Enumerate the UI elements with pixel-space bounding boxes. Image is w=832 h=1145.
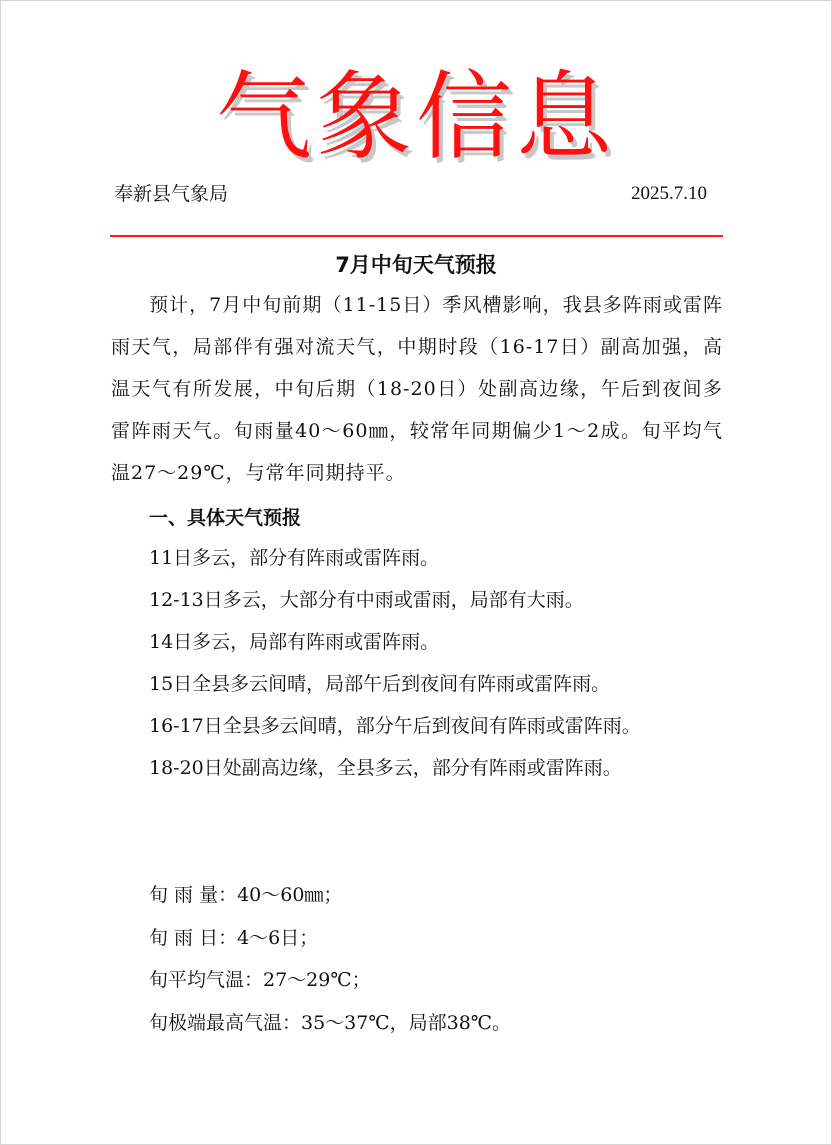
max-temperature-summary: 旬极端最高气温：35～37℃，局部38℃。 — [149, 1011, 512, 1034]
forecast-summary-paragraph: 预计，7月中旬前期（11-15日）季风槽影响，我县多阵雨或雷阵雨天气，局部伴有强对流天气，中期时段（16-17日）副高加强，高温天气有所发展，中旬后期（18-20日）处副高边缘，午后到夜间多雷阵雨天气。旬雨量40～60㎜，较常年同期偏少1～2成。旬平均气温27～29℃，与常年同期持平。 — [111, 294, 723, 484]
document-title: 7月中旬天气预报 — [335, 253, 497, 277]
issue-date: 2025.7.10 — [631, 183, 707, 204]
forecast-item: 14日多云，局部有阵雨或雷阵雨。 — [149, 631, 440, 653]
issuing-agency: 奉新县气象局 — [114, 183, 229, 205]
rain-days-summary: 旬 雨 日：4～6日； — [149, 926, 319, 949]
forecast-item: 12-13日多云，大部分有中雨或雷雨，局部有大雨。 — [149, 589, 584, 611]
mean-temperature-summary: 旬平均气温：27～29℃； — [149, 969, 371, 991]
forecast-item: 16-17日全县多云间晴，部分午后到夜间有阵雨或雷阵雨。 — [149, 715, 641, 737]
section-heading: 一、具体天气预报 — [149, 507, 302, 529]
forecast-item: 18-20日处副高边缘，全县多云，部分有阵雨或雷阵雨。 — [149, 757, 622, 779]
masthead-title: 气象信息 — [216, 61, 616, 173]
rainfall-summary: 旬 雨 量：40～60㎜； — [149, 884, 343, 906]
summary-block — [149, 874, 709, 1044]
forecast-item: 11日多云，部分有阵雨或雷阵雨。 — [149, 547, 440, 569]
daily-forecast-list — [149, 537, 749, 789]
forecast-item: 15日全县多云间晴，局部午后到夜间有阵雨或雷阵雨。 — [149, 673, 611, 695]
red-divider — [110, 235, 723, 237]
